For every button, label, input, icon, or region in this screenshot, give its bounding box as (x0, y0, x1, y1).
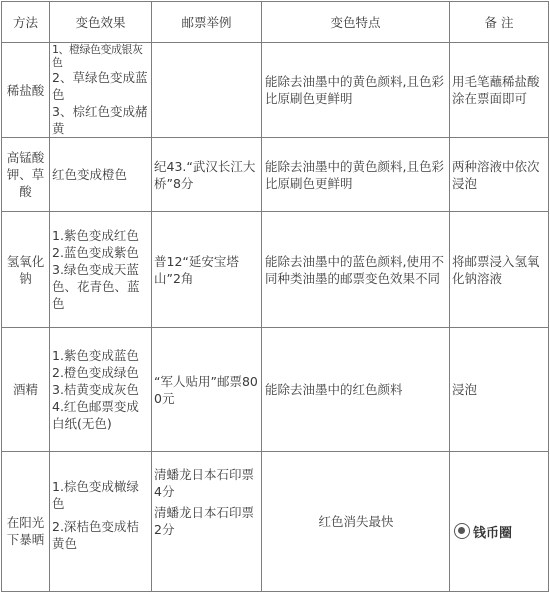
cell-line: “军人贴用”邮票800元 (154, 373, 258, 406)
cell-note (450, 328, 549, 452)
cell-line: 红色变成橙色 (52, 167, 128, 182)
cell-line: 能除去油墨中的黄色颜料,且色彩比原刷色更鲜明 (265, 74, 444, 106)
table-header-row (2, 2, 549, 43)
cell-note (450, 212, 549, 328)
cell-line: 1.棕色变成橄绿色 (52, 479, 139, 511)
cell-line: 3.桔黄变成灰色 (52, 382, 139, 397)
cell-effect (50, 452, 152, 592)
cell-example (152, 138, 262, 212)
cell-line: 2.橙色变成绿色 (52, 365, 139, 380)
table-row (2, 43, 549, 138)
cell-line: 氢氧化钠 (6, 253, 45, 286)
cell-line: 4.红色邮票变成白纸(无色) (52, 399, 139, 431)
cell-effect (50, 138, 152, 212)
cell-line: 能除去油墨中的红色颜料 (265, 382, 403, 397)
cell-line: 2.蓝色变成紫色 (52, 245, 139, 260)
table-row (2, 138, 549, 212)
cell-line: 3、棕红色变成赭黄 (52, 104, 148, 136)
cell-method (2, 43, 50, 138)
cell-feature (262, 43, 450, 138)
cell-effect (50, 43, 152, 138)
cell-note (450, 43, 549, 138)
cell-line: 2、草绿色变成蓝色 (52, 70, 148, 102)
cell-line: 能除去油墨中的蓝色颜料,使用不同种类油墨的邮票变色效果不同 (265, 253, 444, 286)
watermark-text: 钱币圈 (473, 525, 513, 541)
cell-line: 纪43.“武汉长江大桥”8分 (154, 158, 256, 191)
header-method: 方法 (2, 2, 50, 43)
cell-example (152, 212, 262, 328)
header-effect: 变色效果 (50, 2, 152, 43)
cell-line: 3.绿色变成天蓝色、花青色、蓝色 (52, 262, 140, 311)
cell-method (2, 138, 50, 212)
table-row (2, 212, 549, 328)
cell-method (2, 212, 50, 328)
header-example: 邮票举例 (152, 2, 262, 43)
cell-line: 清蟠龙日本石印票2分 (154, 505, 255, 537)
cell-line: 普12“延安宝塔山”2角 (154, 253, 239, 286)
cell-line: 在阳光下暴晒 (6, 514, 45, 547)
cell-line: 酒精 (12, 382, 38, 397)
watermark (452, 520, 516, 542)
cell-line: 清蟠龙日本石印票4分 (154, 467, 255, 499)
stamp-discoloration-table (1, 1, 549, 592)
cell-line: 1.紫色变成蓝色 (52, 348, 139, 363)
cell-feature (262, 138, 450, 212)
cell-feature (262, 452, 450, 592)
cell-line: 高锰酸钾、草酸 (6, 150, 45, 199)
header-feature: 变色特点 (262, 2, 450, 43)
cell-example (152, 328, 262, 452)
cell-example (152, 452, 262, 592)
table-row (2, 328, 549, 452)
cell-line: 2.深桔色变成桔黄色 (52, 519, 139, 551)
wechat-icon (454, 523, 470, 539)
cell-feature (262, 328, 450, 452)
cell-effect (50, 212, 152, 328)
cell-line: 两种溶液中依次浸泡 (452, 158, 540, 191)
cell-line: 用毛笔蘸稀盐酸涂在票面即可 (452, 74, 540, 106)
cell-line: 将邮票浸入氢氧化钠溶液 (452, 253, 540, 286)
cell-line: 红色消失最快 (318, 514, 394, 529)
cell-effect (50, 328, 152, 452)
cell-line: 1、橙绿色变成银灰色 (52, 43, 143, 69)
cell-line: 浸泡 (452, 382, 478, 397)
cell-method (2, 452, 50, 592)
cell-line: 1.紫色变成红色 (52, 228, 139, 243)
cell-example (152, 43, 262, 138)
cell-line: 稀盐酸 (6, 82, 45, 98)
header-note: 备 注 (450, 2, 549, 43)
cell-method (2, 328, 50, 452)
cell-note (450, 138, 549, 212)
cell-line: 能除去油墨中的黄色颜料,且色彩比原刷色更鲜明 (265, 158, 444, 191)
cell-feature (262, 212, 450, 328)
